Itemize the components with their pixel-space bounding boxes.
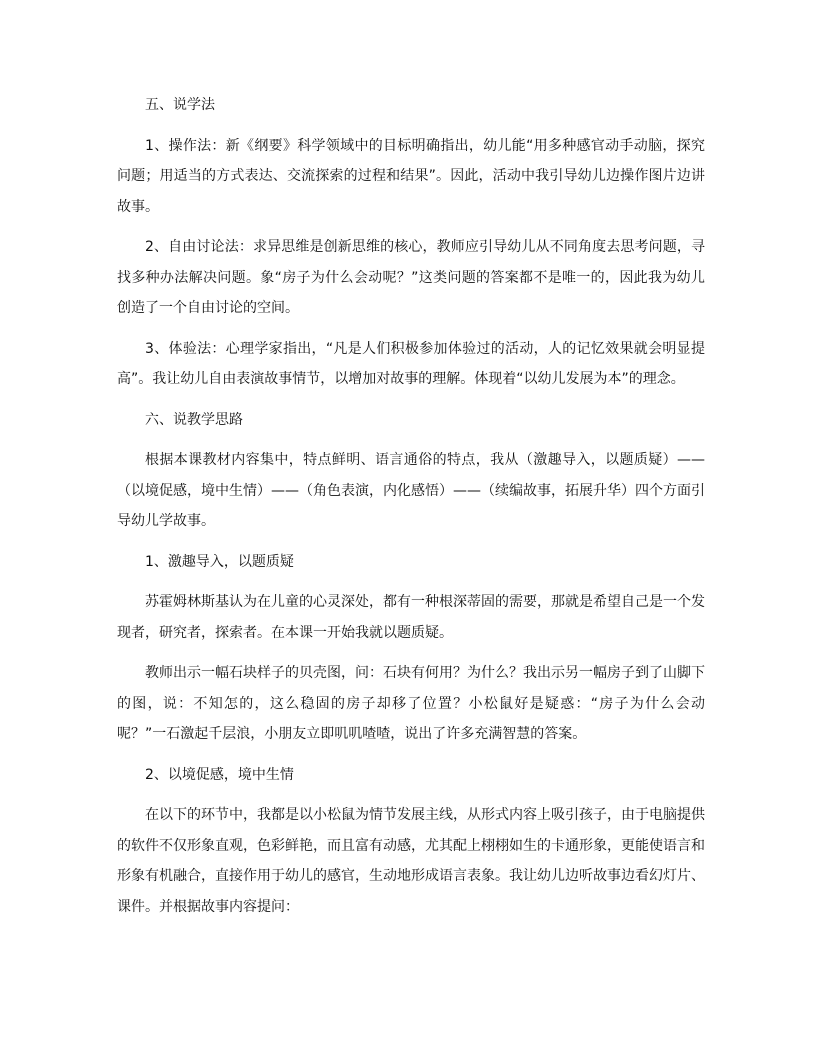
document-body (117, 90, 705, 932)
paragraph-teacher-shows-picture: 教师出示一幅石块样子的贝壳图，问：石块有何用？为什么？我出示另一幅房子到了山脚下的图，说：不知怎的，这么稳固的房子却移了位置？小松鼠好是疑惑：“房子为什么会动呢？”一石激起千层浪，小朋友立即叽叽喳喳，说出了许多充满智慧的答案。 (117, 665, 705, 742)
subheading-stimulate-interest: 1、激趣导入，以题质疑 (145, 553, 294, 570)
paragraph-sukhomlinsky: 苏霍姆林斯基认为在儿童的心灵深处，都有一种根深蒂固的需要，那就是希望自己是一个发现者，研究者，探索者。在本课一开始我就以题质疑。 (117, 594, 705, 641)
paragraph-operation-method: 1、操作法：新《纲要》科学领域中的目标明确指出，幼儿能“用多种感官动手动脑，探究问题；用适当的方式表达、交流探索的过程和结果”。因此，活动中我引导幼儿边操作图片边讲故事。 (117, 137, 705, 215)
paragraph-teaching-approach: 根据本课教材内容集中，特点鲜明、语言通俗的特点，我从（激趣导入，以题质疑）——（以境促感，境中生情）——（角色表演，内化感悟）——（续编故事，拓展升华）四个方面引导幼儿学故事。 (117, 452, 705, 529)
section-heading-teaching-approach: 六、说教学思路 (145, 411, 243, 428)
subheading-scene-feeling: 2、以境促感，境中生情 (145, 766, 294, 783)
paragraph-squirrel-storyline: 在以下的环节中，我都是以小松鼠为情节发展主线，从形式内容上吸引孩子，由于电脑提供的软件不仅形象直观，色彩鲜艳，而且富有动感，尤其配上栩栩如生的卡通形象，更能使语言和形象有机融合，直接作用于幼儿的感官，生动地形成语言表象。我让幼儿边听故事边看幻灯片、课件。并根据故事内容提问： (117, 807, 705, 915)
paragraph-experience-method: 3、体验法：心理学家指出，“凡是人们积极参加体验过的活动，人的记忆效果就会明显提高”。我让幼儿自由表演故事情节，以增加对故事的理解。体现着“以幼儿发展为本”的理念。 (117, 340, 705, 387)
section-heading-learning-methods: 五、说学法 (145, 97, 215, 113)
paragraph-free-discussion-method: 2、自由讨论法：求异思维是创新思维的核心，教师应引导幼儿从不同角度去思考问题，寻找多种办法解决问题。象“房子为什么会动呢？”这类问题的答案都不是唯一的，因此我为幼儿创造了一个自由讨论的空间。 (117, 239, 705, 316)
